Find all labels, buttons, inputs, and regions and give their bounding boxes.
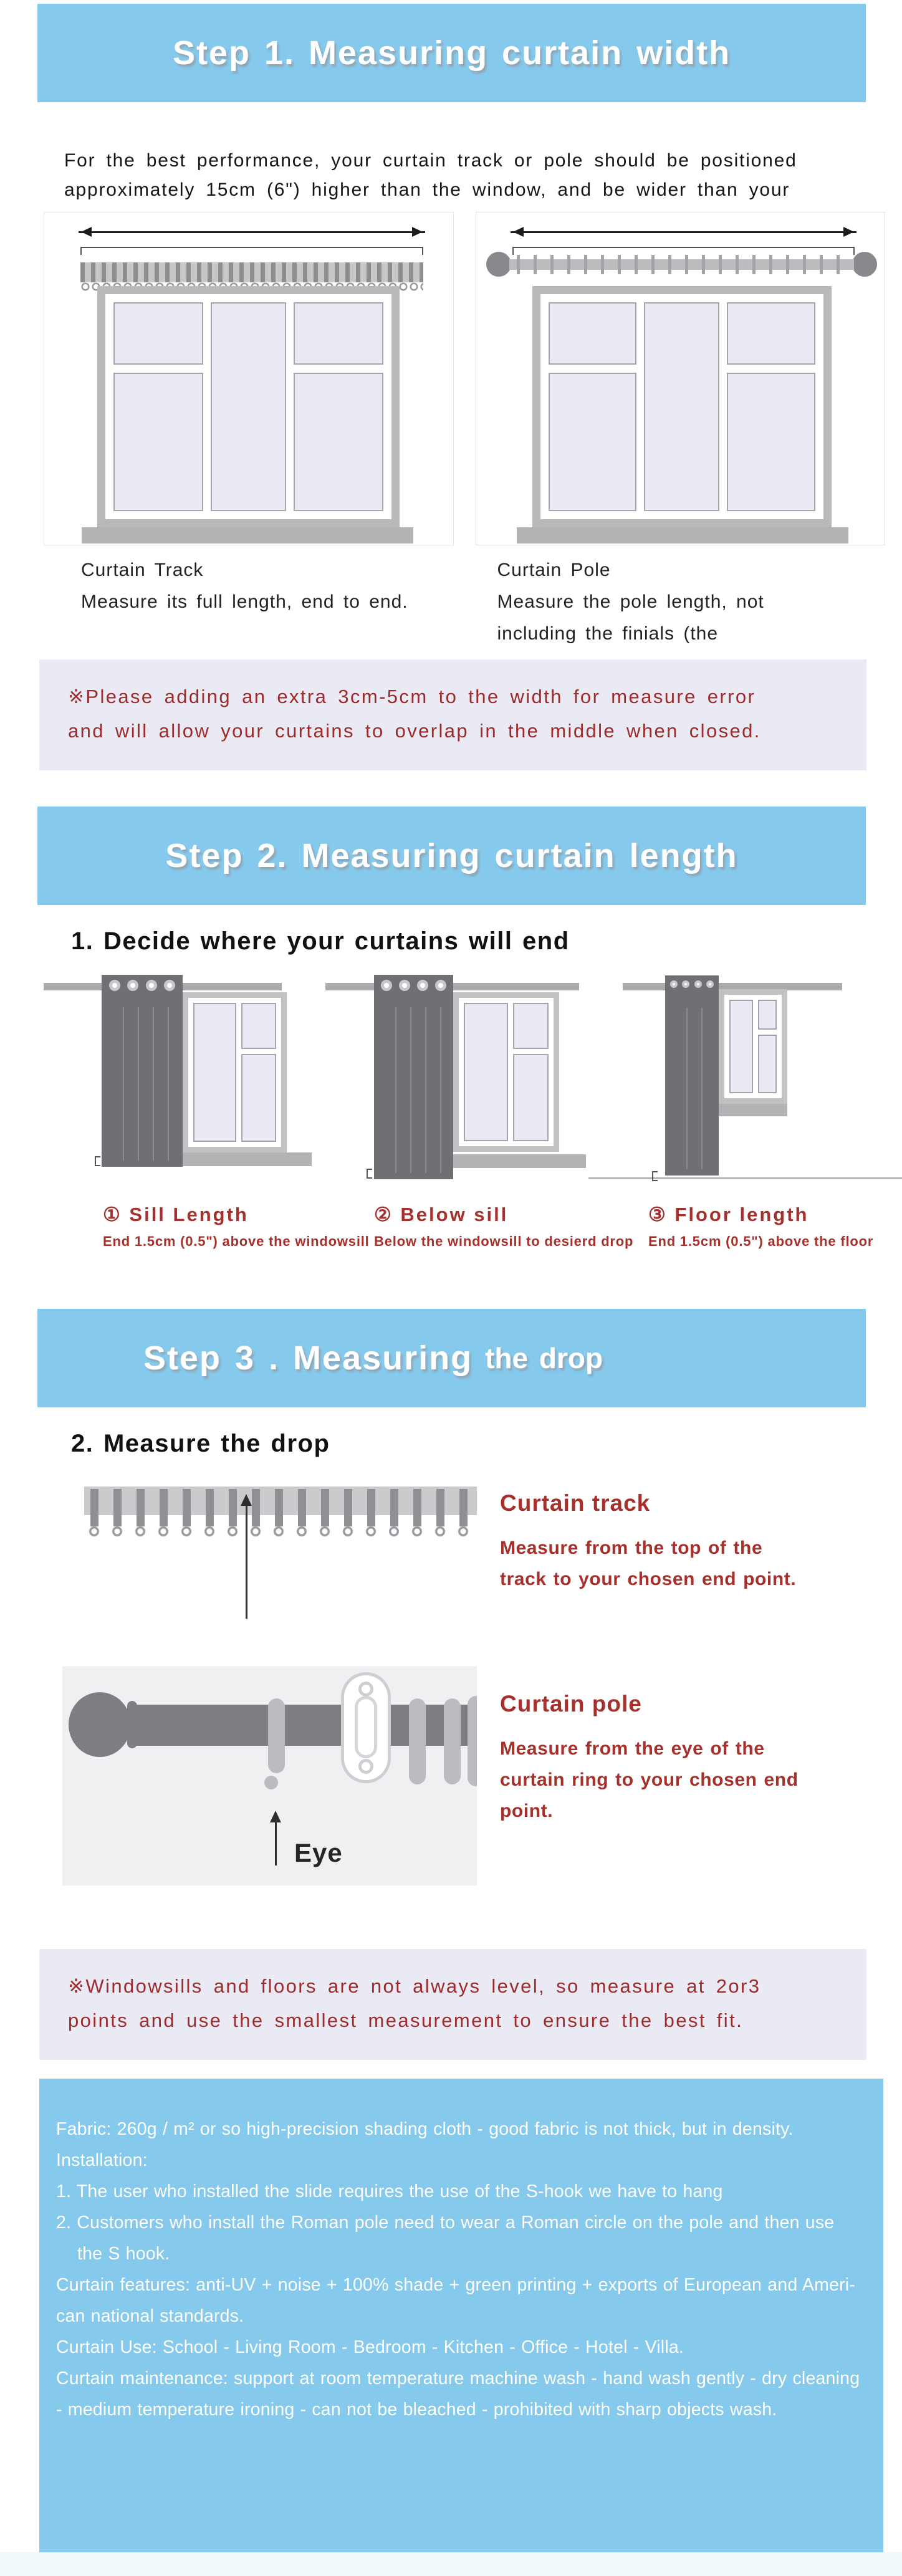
below-sill-figure bbox=[325, 970, 634, 1250]
window-pane bbox=[513, 1003, 549, 1049]
curtain-ring bbox=[468, 1696, 477, 1786]
window-pane bbox=[113, 373, 203, 511]
curtain-track-line1: Measure from the top of the bbox=[500, 1538, 763, 1558]
window-pane bbox=[513, 1054, 549, 1141]
up-arrow-icon bbox=[246, 1499, 247, 1619]
windowsill bbox=[165, 1152, 312, 1166]
floor-line bbox=[588, 1177, 902, 1179]
curtain-pole-diagram bbox=[476, 212, 886, 545]
window-illustration bbox=[97, 286, 400, 527]
curtain-pole-caption-line2: including the finials (the bbox=[497, 623, 719, 644]
window-illustration bbox=[183, 992, 287, 1152]
curtain-grommets bbox=[665, 980, 719, 988]
step1-banner-title: Step 1. Measuring curtain width bbox=[172, 34, 731, 72]
window-pane bbox=[549, 302, 637, 365]
detail-install-2: 2. Customers who install the Roman pole need to wear a Roman circle on the pole and then use bbox=[56, 2213, 835, 2233]
step3-heading: 2. Measure the drop bbox=[71, 1430, 330, 1457]
level-note-line1: ※Windowsills and floors are not always level, so measure at 2or3 bbox=[68, 1975, 761, 1997]
product-details-panel bbox=[39, 2079, 883, 2552]
drop-track-figure bbox=[37, 1479, 902, 1638]
measure-tick bbox=[367, 1169, 372, 1179]
window-illustration bbox=[453, 992, 559, 1152]
product-measuring-guide bbox=[0, 4, 902, 2576]
window-pane bbox=[758, 1035, 777, 1093]
detail-install-2b: the S hook. bbox=[77, 2244, 170, 2264]
window-pane bbox=[211, 302, 287, 511]
window-pane bbox=[113, 302, 203, 365]
curtain-panel bbox=[374, 975, 453, 1179]
curtain-pole-title: Curtain pole bbox=[500, 1691, 642, 1717]
curtain-grommets bbox=[374, 980, 453, 991]
curtain-ring bbox=[409, 1698, 426, 1784]
curtain-pole-caption-title: Curtain Pole bbox=[497, 560, 611, 580]
step1-intro bbox=[64, 146, 902, 204]
window-pane bbox=[193, 1003, 236, 1142]
eye-label: Eye bbox=[294, 1838, 343, 1867]
pole-bracket-slot bbox=[355, 1696, 377, 1758]
floor-length-figure bbox=[613, 970, 901, 1250]
pole-bar bbox=[509, 259, 855, 270]
detail-install-1: 1. The user who installed the slide requires the use of the S-hook we have to hang bbox=[56, 2181, 723, 2201]
curtain-track-caption-title: Curtain Track bbox=[81, 560, 204, 580]
window-pane bbox=[549, 373, 637, 511]
window-pane bbox=[758, 1000, 777, 1030]
curtain-track-text bbox=[500, 1490, 796, 1595]
detail-features-2: can national standards. bbox=[56, 2306, 244, 2326]
length-options bbox=[37, 970, 902, 1250]
pole-finial-right bbox=[852, 252, 877, 277]
curtain-pole-line1: Measure from the eye of the bbox=[500, 1738, 765, 1759]
width-note bbox=[39, 659, 866, 770]
detail-fabric: Fabric: 260g / m² or so high-precision shading cloth - good fabric is not thick, but in density. bbox=[56, 2119, 794, 2139]
below-sill-title: ② Below sill bbox=[374, 1204, 509, 1225]
step3-banner-subtitle: the drop bbox=[485, 1342, 603, 1374]
curtain-track-line2: track to your chosen end point. bbox=[500, 1569, 797, 1589]
detail-features: Curtain features: anti-UV + noise + 100% shade + green printing + exports of European and Ameri- bbox=[56, 2275, 856, 2295]
step1-intro-line1: For the best performance, your curtain track or pole should be positioned bbox=[64, 150, 797, 171]
curtain-pole-caption-line1: Measure the pole length, not bbox=[497, 591, 764, 612]
window-illustration bbox=[719, 989, 787, 1104]
curtain-track-art bbox=[80, 262, 423, 282]
detail-maintenance-2: - medium temperature ironing - can not be bleached - prohibited with sharp objects wash. bbox=[56, 2400, 777, 2420]
floor-length-title: ③ Floor length bbox=[648, 1204, 809, 1225]
below-sill-desc: Below the windowsill to desierd drop bbox=[374, 1233, 634, 1249]
window-pane bbox=[727, 302, 815, 365]
windowsill bbox=[82, 527, 413, 543]
curtain-track-diagram bbox=[44, 212, 454, 545]
step1-captions bbox=[44, 554, 885, 649]
curtain-pole-art bbox=[486, 251, 878, 277]
measure-bracket bbox=[80, 247, 423, 255]
window-pane bbox=[294, 373, 383, 511]
window-pane bbox=[644, 302, 719, 511]
detail-installation: Installation: bbox=[56, 2150, 148, 2170]
window-panes bbox=[105, 294, 391, 519]
window-pane bbox=[729, 1000, 753, 1093]
step3-banner-title: Step 3 . Measuring bbox=[143, 1339, 473, 1377]
window-pane bbox=[294, 302, 383, 365]
width-note-line2: and will allow your curtains to overlap in the middle when closed. bbox=[68, 720, 761, 742]
up-arrow-icon bbox=[275, 1816, 277, 1865]
curtain-pole-caption bbox=[491, 554, 886, 649]
step2-heading: 1. Decide where your curtains will end bbox=[71, 927, 570, 955]
curtain-pole-line3: point. bbox=[500, 1801, 554, 1821]
level-note bbox=[39, 1949, 866, 2060]
drop-pole-figure bbox=[37, 1666, 902, 1892]
width-arrow-icon bbox=[79, 231, 425, 233]
window-pane bbox=[464, 1003, 508, 1141]
measure-tick bbox=[652, 1171, 658, 1181]
step1-banner bbox=[37, 4, 866, 102]
pole-finial bbox=[69, 1692, 131, 1757]
width-note-line1: ※Please adding an extra 3cm-5cm to the width for measure error bbox=[68, 686, 756, 707]
curtain-ring bbox=[268, 1698, 285, 1773]
floor-length-desc: End 1.5cm (0.5") above the floor bbox=[648, 1233, 874, 1249]
detail-use: Curtain Use: School - Living Room - Bedroom - Kitchen - Office - Hotel - Villa. bbox=[56, 2337, 684, 2357]
windowsill bbox=[711, 1104, 787, 1116]
curtain-grommets bbox=[102, 980, 183, 991]
track-hooks bbox=[90, 1489, 472, 1526]
curtain-pole-line2: curtain ring to your chosen end bbox=[500, 1769, 799, 1790]
curtain-track-caption bbox=[44, 554, 469, 649]
windowsill bbox=[436, 1154, 586, 1168]
ring-eye-icon bbox=[264, 1776, 278, 1789]
sill-length-desc: End 1.5cm (0.5") above the windowsill bbox=[103, 1233, 370, 1249]
measure-tick bbox=[95, 1156, 100, 1166]
sill-length-figure bbox=[37, 970, 370, 1250]
step1-intro-line2: approximately 15cm (6") higher than the window, and be wider than your bbox=[64, 180, 790, 200]
window-pane bbox=[727, 373, 815, 511]
bottom-strip bbox=[0, 2552, 902, 2576]
step1-diagrams bbox=[44, 212, 885, 545]
track-hook-rings bbox=[89, 1526, 472, 1537]
curtain-pole-text bbox=[500, 1691, 799, 1827]
step3-banner bbox=[37, 1309, 866, 1407]
curtain-pole-art bbox=[62, 1666, 477, 1885]
curtain-panel bbox=[102, 975, 183, 1167]
curtain-track-title: Curtain track bbox=[500, 1490, 651, 1516]
window-pane bbox=[241, 1003, 276, 1049]
level-note-line2: points and use the smallest measurement to ensure the best fit. bbox=[68, 2009, 744, 2031]
width-arrow-icon bbox=[511, 231, 857, 233]
detail-maintenance: Curtain maintenance: support at room temperature machine wash - hand wash gently - dry cleaning bbox=[56, 2368, 860, 2388]
curtain-panel bbox=[665, 975, 719, 1175]
curtain-ring bbox=[444, 1698, 461, 1784]
window-panes bbox=[540, 294, 823, 519]
pole-finial-left bbox=[486, 252, 511, 277]
sill-length-title: ① Sill Length bbox=[103, 1204, 249, 1225]
windowsill bbox=[517, 527, 848, 543]
curtain-track-caption-line: Measure its full length, end to end. bbox=[81, 591, 408, 612]
step2-banner bbox=[37, 807, 866, 905]
window-pane bbox=[241, 1054, 276, 1142]
window-illustration bbox=[532, 286, 832, 527]
step2-banner-title: Step 2. Measuring curtain length bbox=[165, 837, 738, 874]
